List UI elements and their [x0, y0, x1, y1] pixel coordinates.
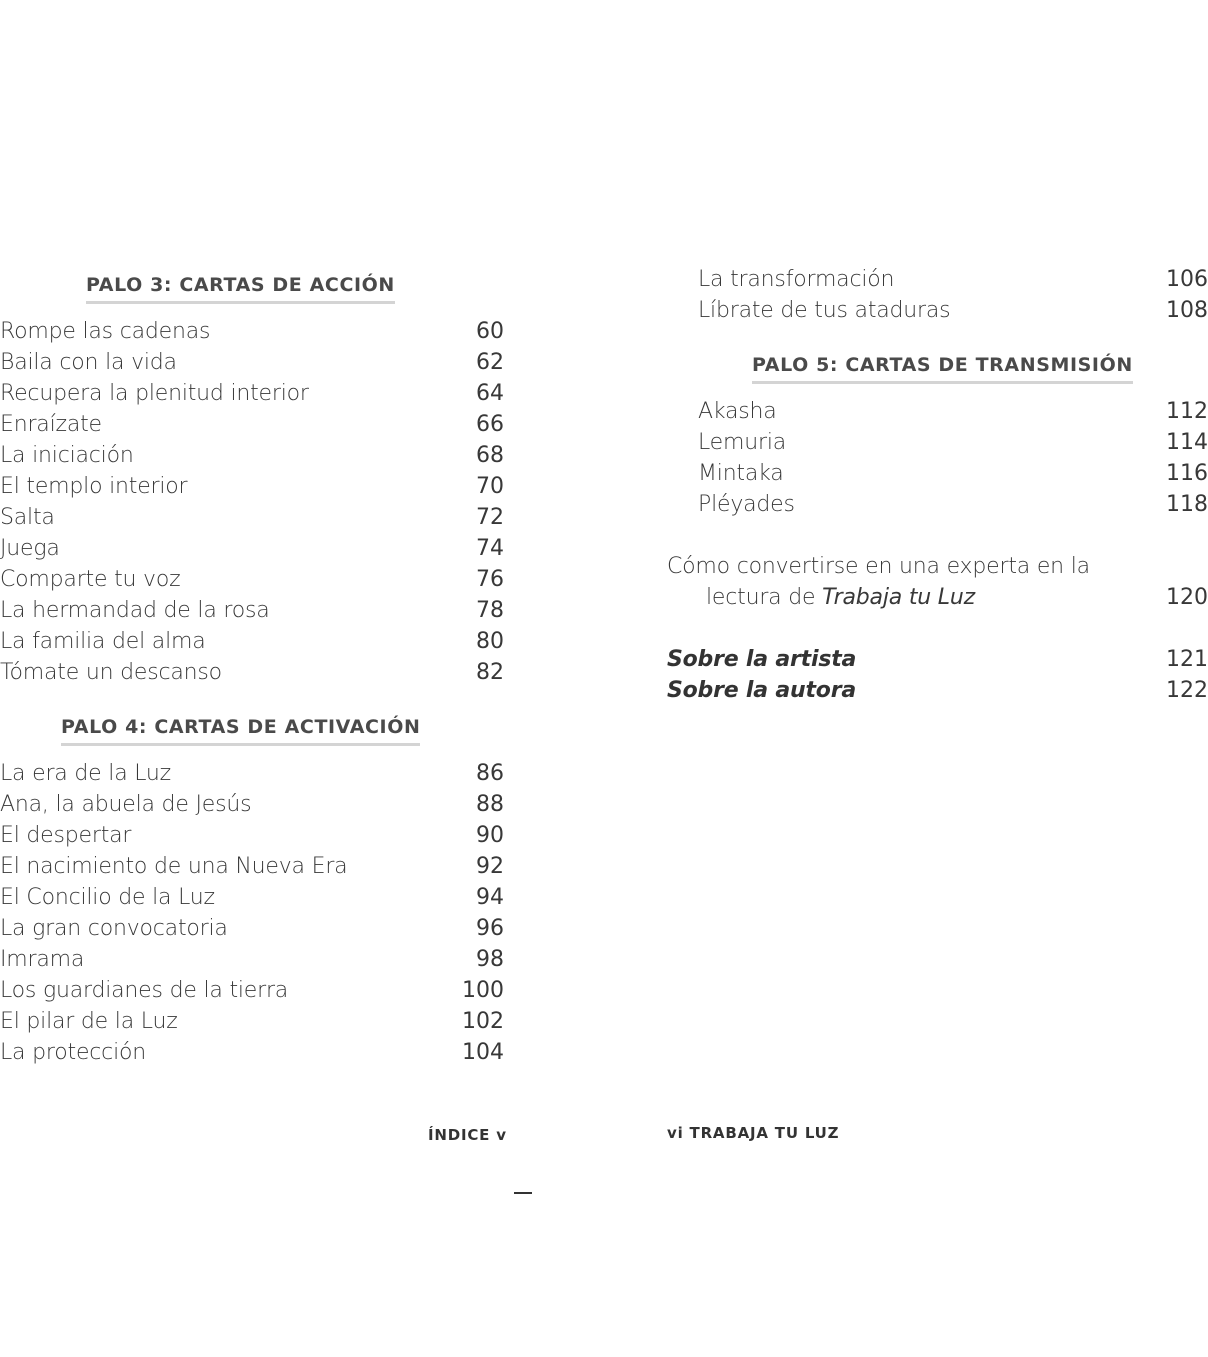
sobre-artista-page: 121 [1166, 647, 1208, 672]
toc-entry-title: Baila con la vida [0, 350, 177, 375]
palo4-heading: PALO 4: CARTAS DE ACTIVACIÓN [61, 714, 420, 746]
toc-entry-title: Enraízate [0, 412, 102, 437]
toc-entry-title: Salta [0, 505, 55, 530]
toc-entry-title: El Concilio de la Luz [0, 885, 215, 910]
toc-entry-title: El pilar de la Luz [0, 1009, 178, 1034]
sobre-artista: Sobre la artista [667, 647, 857, 672]
toc-entry-page: 64 [476, 381, 504, 406]
palo3-heading: PALO 3: CARTAS DE ACCIÓN [86, 272, 395, 304]
toc-entry-page: 70 [476, 474, 504, 499]
right-page-footer: vi TRABAJA TU LUZ [667, 1124, 840, 1142]
toc-entry-page: 60 [476, 319, 504, 344]
toc-entry-title: Líbrate de tus ataduras [698, 298, 951, 323]
toc-entry-title: Akasha [698, 399, 777, 424]
toc-entry-page: 76 [476, 567, 504, 592]
toc-entry-page: 74 [476, 536, 504, 561]
toc-entry-title: Lemuria [698, 430, 787, 455]
toc-entry-page: 98 [476, 947, 504, 972]
experta-line2-prefix: lectura de [706, 585, 823, 610]
toc-entry-title: La transformación [698, 267, 895, 292]
toc-entry-title: Rompe las cadenas [0, 319, 211, 344]
toc-entry-page: 94 [476, 885, 504, 910]
toc-entry-title: Imrama [0, 947, 85, 972]
left-page-footer: ÍNDICE v [428, 1126, 507, 1144]
toc-entry-page: 72 [476, 505, 504, 530]
toc-entry-page: 86 [476, 761, 504, 786]
toc-entry-title: La protección [0, 1040, 146, 1065]
palo5-heading: PALO 5: CARTAS DE TRANSMISIÓN [752, 352, 1133, 384]
toc-entry-title: Los guardianes de la tierra [0, 978, 289, 1003]
toc-entry-page: 82 [476, 660, 504, 685]
toc-entry-title: La gran convocatoria [0, 916, 228, 941]
toc-entry-page: 100 [462, 978, 504, 1003]
toc-entry-page: 114 [1166, 430, 1208, 455]
toc-entry-page: 102 [462, 1009, 504, 1034]
toc-entry-page: 92 [476, 854, 504, 879]
experta-line2-book-title: Trabaja tu Luz [822, 585, 975, 610]
experta-page: 120 [1166, 585, 1208, 610]
toc-entry-page: 90 [476, 823, 504, 848]
toc-entry-page: 78 [476, 598, 504, 623]
toc-entry-title: El templo interior [0, 474, 188, 499]
toc-entry-page: 108 [1166, 298, 1208, 323]
toc-entry-title: Juega [0, 536, 60, 561]
toc-entry-title: Comparte tu voz [0, 567, 181, 592]
experta-line1: Cómo convertirse en una experta en la [667, 554, 1090, 579]
toc-entry-title: El despertar [0, 823, 132, 848]
toc-entry-page: 116 [1166, 461, 1208, 486]
toc-entry-page: 68 [476, 443, 504, 468]
page-dash [514, 1192, 532, 1194]
toc-entry-page: 104 [462, 1040, 504, 1065]
sobre-autora-page: 122 [1166, 678, 1208, 703]
toc-entry-page: 88 [476, 792, 504, 817]
toc-entry-title: La iniciación [0, 443, 134, 468]
toc-entry-title: La familia del alma [0, 629, 206, 654]
experta-line2 [706, 585, 975, 611]
toc-entry-title: El nacimiento de una Nueva Era [0, 854, 348, 879]
toc-entry-page: 118 [1166, 492, 1208, 517]
toc-entry-title: Mintaka [698, 461, 784, 486]
toc-entry-title: Pléyades [698, 492, 795, 517]
toc-entry-title: Ana, la abuela de Jesús [0, 792, 252, 817]
toc-entry-page: 66 [476, 412, 504, 437]
toc-entry-title: Tómate un descanso [0, 660, 222, 685]
toc-entry-page: 96 [476, 916, 504, 941]
toc-entry-title: La era de la Luz [0, 761, 172, 786]
sobre-autora: Sobre la autora [667, 678, 857, 703]
toc-entry-page: 112 [1166, 399, 1208, 424]
toc-entry-page: 62 [476, 350, 504, 375]
toc-entry-title: La hermandad de la rosa [0, 598, 270, 623]
toc-entry-page: 80 [476, 629, 504, 654]
toc-entry-title: Recupera la plenitud interior [0, 381, 309, 406]
toc-entry-page: 106 [1166, 267, 1208, 292]
